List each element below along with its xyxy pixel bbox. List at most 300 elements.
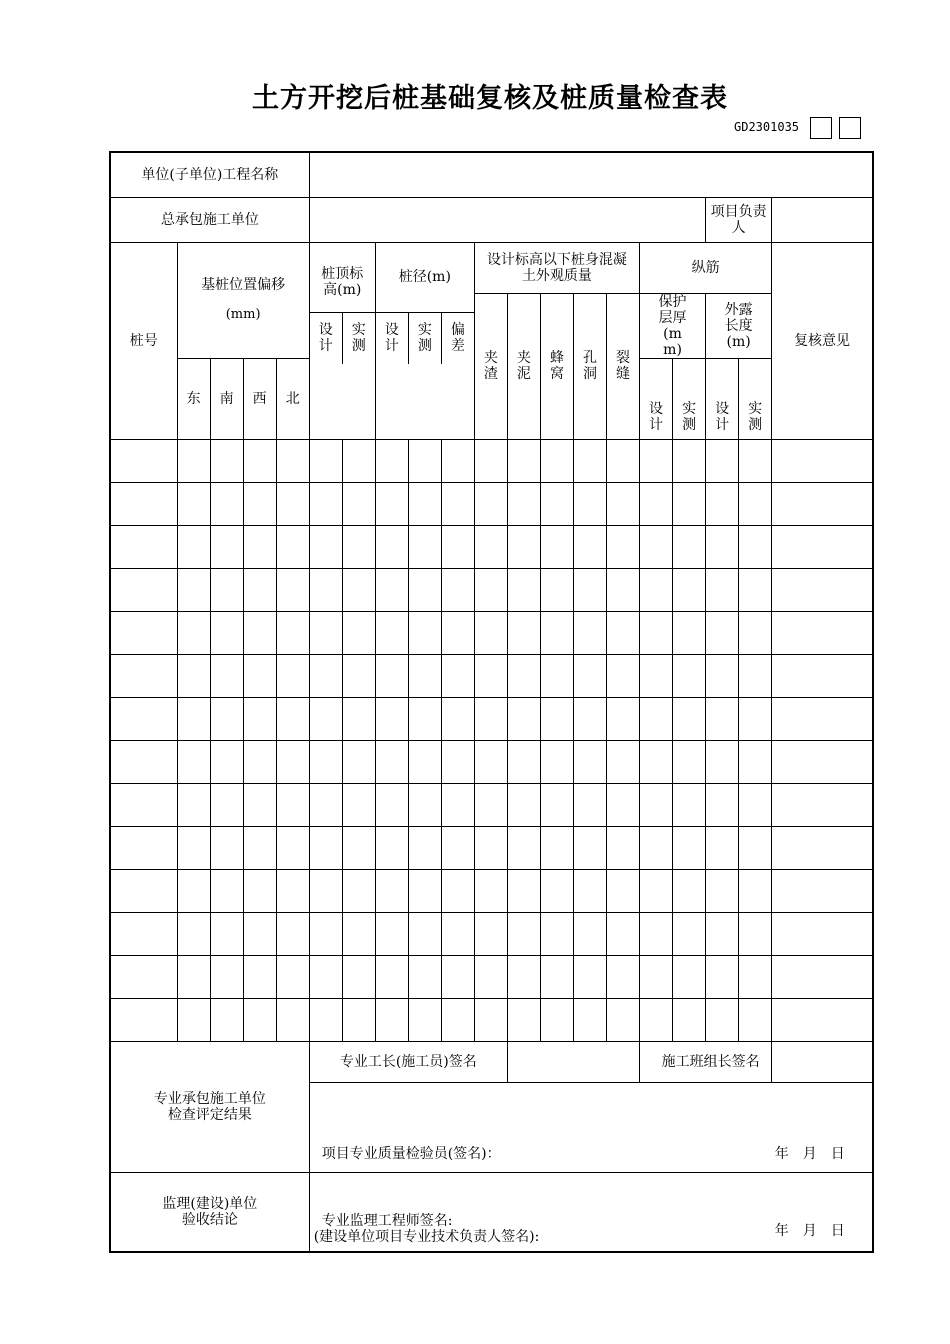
table-cell[interactable] xyxy=(706,525,739,568)
table-cell[interactable] xyxy=(210,568,243,611)
table-cell[interactable] xyxy=(408,869,441,912)
table-cell[interactable] xyxy=(375,525,408,568)
table-cell[interactable] xyxy=(342,439,375,482)
table-cell[interactable] xyxy=(640,697,673,740)
table-cell[interactable] xyxy=(673,998,706,1041)
table-cell[interactable] xyxy=(177,482,210,525)
table-cell[interactable] xyxy=(243,912,276,955)
table-cell[interactable] xyxy=(606,826,639,869)
table-cell[interactable] xyxy=(474,654,507,697)
table-cell[interactable] xyxy=(739,482,772,525)
table-cell[interactable] xyxy=(474,869,507,912)
inspector-signature-area[interactable] xyxy=(309,1082,873,1172)
table-cell[interactable] xyxy=(706,611,739,654)
table-cell[interactable] xyxy=(540,568,573,611)
col-cover: 保护层厚(mm) xyxy=(640,293,706,358)
table-cell[interactable] xyxy=(110,568,177,611)
table-cell[interactable] xyxy=(739,783,772,826)
table-cell[interactable] xyxy=(408,912,441,955)
team-leader-field[interactable] xyxy=(772,1041,873,1082)
table-cell[interactable] xyxy=(606,783,639,826)
table-cell[interactable] xyxy=(673,869,706,912)
table-cell[interactable] xyxy=(243,826,276,869)
table-cell[interactable] xyxy=(243,439,276,482)
table-cell[interactable] xyxy=(276,611,309,654)
table-cell[interactable] xyxy=(408,955,441,998)
table-cell[interactable] xyxy=(772,525,873,568)
table-cell[interactable] xyxy=(706,740,739,783)
table-cell[interactable] xyxy=(441,740,474,783)
table-cell[interactable] xyxy=(640,439,673,482)
table-cell[interactable] xyxy=(276,740,309,783)
table-cell[interactable] xyxy=(540,482,573,525)
table-cell[interactable] xyxy=(474,611,507,654)
table-cell[interactable] xyxy=(408,525,441,568)
table-cell[interactable] xyxy=(573,998,606,1041)
table-cell[interactable] xyxy=(673,611,706,654)
table-cell[interactable] xyxy=(772,998,873,1041)
table-cell[interactable] xyxy=(408,611,441,654)
table-cell[interactable] xyxy=(110,482,177,525)
table-cell[interactable] xyxy=(640,611,673,654)
table-cell[interactable] xyxy=(309,525,342,568)
table-cell[interactable] xyxy=(573,869,606,912)
table-cell[interactable] xyxy=(210,869,243,912)
table-cell[interactable] xyxy=(342,783,375,826)
table-cell[interactable] xyxy=(772,697,873,740)
table-cell[interactable] xyxy=(474,439,507,482)
table-cell[interactable] xyxy=(276,826,309,869)
table-cell[interactable] xyxy=(606,568,639,611)
table-cell[interactable] xyxy=(276,482,309,525)
table-cell[interactable] xyxy=(540,826,573,869)
col-slag: 夹渣 xyxy=(474,293,507,439)
table-cell[interactable] xyxy=(276,955,309,998)
table-cell[interactable] xyxy=(739,912,772,955)
table-cell[interactable] xyxy=(309,697,342,740)
table-cell[interactable] xyxy=(110,439,177,482)
table-cell[interactable] xyxy=(110,912,177,955)
table-cell[interactable] xyxy=(739,740,772,783)
table-cell[interactable] xyxy=(507,697,540,740)
table-cell[interactable] xyxy=(606,482,639,525)
table-cell[interactable] xyxy=(408,697,441,740)
table-cell[interactable] xyxy=(375,955,408,998)
table-cell[interactable] xyxy=(606,740,639,783)
table-cell[interactable] xyxy=(507,783,540,826)
table-cell[interactable] xyxy=(210,998,243,1041)
table-cell[interactable] xyxy=(276,568,309,611)
table-cell[interactable] xyxy=(110,826,177,869)
table-cell[interactable] xyxy=(706,869,739,912)
table-cell[interactable] xyxy=(640,740,673,783)
table-cell[interactable] xyxy=(110,611,177,654)
table-cell[interactable] xyxy=(507,439,540,482)
table-cell[interactable] xyxy=(772,439,873,482)
table-cell[interactable] xyxy=(540,869,573,912)
table-cell[interactable] xyxy=(739,439,772,482)
table-cell[interactable] xyxy=(606,697,639,740)
table-cell[interactable] xyxy=(441,912,474,955)
table-cell[interactable] xyxy=(640,998,673,1041)
table-cell[interactable] xyxy=(474,826,507,869)
table-cell[interactable] xyxy=(243,869,276,912)
table-cell[interactable] xyxy=(210,611,243,654)
table-cell[interactable] xyxy=(474,955,507,998)
table-cell[interactable] xyxy=(739,654,772,697)
table-cell[interactable] xyxy=(540,955,573,998)
table-cell[interactable] xyxy=(177,912,210,955)
table-cell[interactable] xyxy=(739,826,772,869)
table-cell[interactable] xyxy=(739,998,772,1041)
table-cell[interactable] xyxy=(706,568,739,611)
table-cell[interactable] xyxy=(507,869,540,912)
table-cell[interactable] xyxy=(673,439,706,482)
table-cell[interactable] xyxy=(243,955,276,998)
table-cell[interactable] xyxy=(375,740,408,783)
table-cell[interactable] xyxy=(342,955,375,998)
table-cell[interactable] xyxy=(706,998,739,1041)
table-cell[interactable] xyxy=(309,654,342,697)
table-cell[interactable] xyxy=(243,783,276,826)
table-cell[interactable] xyxy=(606,912,639,955)
table-cell[interactable] xyxy=(772,568,873,611)
table-cell[interactable] xyxy=(540,654,573,697)
table-cell[interactable] xyxy=(540,439,573,482)
table-cell[interactable] xyxy=(342,869,375,912)
table-cell[interactable] xyxy=(309,998,342,1041)
table-cell[interactable] xyxy=(606,998,639,1041)
table-cell[interactable] xyxy=(507,525,540,568)
table-cell[interactable] xyxy=(408,439,441,482)
table-cell[interactable] xyxy=(177,869,210,912)
table-cell[interactable] xyxy=(243,525,276,568)
table-cell[interactable] xyxy=(640,912,673,955)
table-cell[interactable] xyxy=(309,869,342,912)
table-cell[interactable] xyxy=(640,654,673,697)
table-cell[interactable] xyxy=(673,697,706,740)
table-cell[interactable] xyxy=(772,740,873,783)
table-cell[interactable] xyxy=(507,740,540,783)
table-cell[interactable] xyxy=(441,783,474,826)
table-cell[interactable] xyxy=(276,654,309,697)
col-pile-no: 桩号 xyxy=(110,242,177,439)
table-cell[interactable] xyxy=(739,611,772,654)
table-cell[interactable] xyxy=(573,611,606,654)
table-cell[interactable] xyxy=(507,611,540,654)
unit-project-label: 单位(子单位)工程名称 xyxy=(110,152,309,197)
table-cell[interactable] xyxy=(177,783,210,826)
table-cell[interactable] xyxy=(177,439,210,482)
table-cell[interactable] xyxy=(408,740,441,783)
table-cell[interactable] xyxy=(276,783,309,826)
table-cell[interactable] xyxy=(375,439,408,482)
table-cell[interactable] xyxy=(573,482,606,525)
table-cell[interactable] xyxy=(177,697,210,740)
table-cell[interactable] xyxy=(110,740,177,783)
table-cell[interactable] xyxy=(772,654,873,697)
table-cell[interactable] xyxy=(441,525,474,568)
table-cell[interactable] xyxy=(441,439,474,482)
table-cell[interactable] xyxy=(640,482,673,525)
table-cell[interactable] xyxy=(772,955,873,998)
table-cell[interactable] xyxy=(640,568,673,611)
table-cell[interactable] xyxy=(243,568,276,611)
table-cell[interactable] xyxy=(342,697,375,740)
table-cell[interactable] xyxy=(276,525,309,568)
table-cell[interactable] xyxy=(110,525,177,568)
general-contractor-field[interactable] xyxy=(309,197,705,242)
table-cell[interactable] xyxy=(210,697,243,740)
page-title: 土方开挖后桩基础复核及桩质量检查表 xyxy=(252,83,728,114)
table-cell[interactable] xyxy=(772,783,873,826)
table-cell[interactable] xyxy=(474,912,507,955)
table-cell[interactable] xyxy=(573,697,606,740)
project-manager-field[interactable] xyxy=(772,197,873,242)
table-cell[interactable] xyxy=(408,568,441,611)
table-cell[interactable] xyxy=(606,611,639,654)
table-cell[interactable] xyxy=(441,654,474,697)
table-cell[interactable] xyxy=(441,869,474,912)
table-cell[interactable] xyxy=(243,611,276,654)
table-cell[interactable] xyxy=(309,439,342,482)
table-cell[interactable] xyxy=(673,740,706,783)
table-cell[interactable] xyxy=(573,826,606,869)
table-cell[interactable] xyxy=(573,525,606,568)
table-cell[interactable] xyxy=(375,826,408,869)
table-cell[interactable] xyxy=(276,697,309,740)
table-cell[interactable] xyxy=(210,912,243,955)
table-cell[interactable] xyxy=(706,955,739,998)
col-top-elev: 桩顶标高(m) xyxy=(321,266,364,298)
table-cell[interactable] xyxy=(640,826,673,869)
table-cell[interactable] xyxy=(772,611,873,654)
table-cell[interactable] xyxy=(507,912,540,955)
table-cell[interactable] xyxy=(210,826,243,869)
table-cell[interactable] xyxy=(309,568,342,611)
table-cell[interactable] xyxy=(673,568,706,611)
table-cell[interactable] xyxy=(408,998,441,1041)
table-cell[interactable] xyxy=(110,869,177,912)
table-cell[interactable] xyxy=(210,525,243,568)
table-cell[interactable] xyxy=(573,912,606,955)
table-cell[interactable] xyxy=(474,568,507,611)
table-cell[interactable] xyxy=(408,783,441,826)
table-cell[interactable] xyxy=(706,654,739,697)
table-cell[interactable] xyxy=(110,955,177,998)
table-cell[interactable] xyxy=(342,998,375,1041)
table-cell[interactable] xyxy=(673,826,706,869)
table-cell[interactable] xyxy=(243,998,276,1041)
table-cell[interactable] xyxy=(606,525,639,568)
table-cell[interactable] xyxy=(673,654,706,697)
table-cell[interactable] xyxy=(606,654,639,697)
table-cell[interactable] xyxy=(673,783,706,826)
table-cell[interactable] xyxy=(441,826,474,869)
table-cell[interactable] xyxy=(309,826,342,869)
table-cell[interactable] xyxy=(640,783,673,826)
table-cell[interactable] xyxy=(375,611,408,654)
table-cell[interactable] xyxy=(375,568,408,611)
table-cell[interactable] xyxy=(441,482,474,525)
table-cell[interactable] xyxy=(540,611,573,654)
table-cell[interactable] xyxy=(673,955,706,998)
table-cell[interactable] xyxy=(309,912,342,955)
table-cell[interactable] xyxy=(210,740,243,783)
table-cell[interactable] xyxy=(441,568,474,611)
table-cell[interactable] xyxy=(210,482,243,525)
table-cell[interactable] xyxy=(507,826,540,869)
table-cell[interactable] xyxy=(640,955,673,998)
foreman-field[interactable] xyxy=(507,1041,639,1082)
table-cell[interactable] xyxy=(342,611,375,654)
table-cell[interactable] xyxy=(606,869,639,912)
table-cell[interactable] xyxy=(706,783,739,826)
table-cell[interactable] xyxy=(507,654,540,697)
table-cell[interactable] xyxy=(640,525,673,568)
unit-project-field[interactable] xyxy=(309,152,873,197)
table-cell[interactable] xyxy=(772,869,873,912)
table-cell[interactable] xyxy=(375,697,408,740)
table-cell[interactable] xyxy=(177,955,210,998)
table-cell[interactable] xyxy=(573,740,606,783)
table-cell[interactable] xyxy=(375,998,408,1041)
table-cell[interactable] xyxy=(474,525,507,568)
table-cell[interactable] xyxy=(507,998,540,1041)
supervision-signature-area[interactable] xyxy=(309,1172,873,1252)
table-row xyxy=(110,740,873,783)
col-diameter-group xyxy=(375,242,474,439)
table-cell[interactable] xyxy=(474,740,507,783)
table-cell[interactable] xyxy=(110,998,177,1041)
table-cell[interactable] xyxy=(243,697,276,740)
table-cell[interactable] xyxy=(706,697,739,740)
table-cell[interactable] xyxy=(606,955,639,998)
table-cell[interactable] xyxy=(540,525,573,568)
table-cell[interactable] xyxy=(772,482,873,525)
table-cell[interactable] xyxy=(739,525,772,568)
table-cell[interactable] xyxy=(706,482,739,525)
table-cell[interactable] xyxy=(739,568,772,611)
table-cell[interactable] xyxy=(573,955,606,998)
table-cell[interactable] xyxy=(673,525,706,568)
table-cell[interactable] xyxy=(210,439,243,482)
table-cell[interactable] xyxy=(210,783,243,826)
table-cell[interactable] xyxy=(474,697,507,740)
table-cell[interactable] xyxy=(342,654,375,697)
col-dia-deviation: 偏差 xyxy=(450,322,465,354)
table-cell[interactable] xyxy=(706,912,739,955)
table-cell[interactable] xyxy=(474,783,507,826)
table-cell[interactable] xyxy=(507,955,540,998)
table-cell[interactable] xyxy=(177,740,210,783)
code-box-1[interactable] xyxy=(810,117,832,139)
table-cell[interactable] xyxy=(507,568,540,611)
table-cell[interactable] xyxy=(772,912,873,955)
table-cell[interactable] xyxy=(706,826,739,869)
table-cell[interactable] xyxy=(177,568,210,611)
table-cell[interactable] xyxy=(739,697,772,740)
table-cell[interactable] xyxy=(706,439,739,482)
table-cell[interactable] xyxy=(309,783,342,826)
table-row xyxy=(110,611,873,654)
table-cell[interactable] xyxy=(441,697,474,740)
table-cell[interactable] xyxy=(408,654,441,697)
table-cell[interactable] xyxy=(110,783,177,826)
table-cell[interactable] xyxy=(276,439,309,482)
table-cell[interactable] xyxy=(210,955,243,998)
table-cell[interactable] xyxy=(507,482,540,525)
table-cell[interactable] xyxy=(474,998,507,1041)
table-cell[interactable] xyxy=(243,740,276,783)
table-cell[interactable] xyxy=(177,654,210,697)
table-cell[interactable] xyxy=(739,955,772,998)
table-cell[interactable] xyxy=(375,482,408,525)
table-cell[interactable] xyxy=(573,654,606,697)
table-cell[interactable] xyxy=(110,697,177,740)
table-cell[interactable] xyxy=(375,869,408,912)
table-cell[interactable] xyxy=(110,654,177,697)
table-cell[interactable] xyxy=(243,654,276,697)
table-cell[interactable] xyxy=(177,998,210,1041)
table-cell[interactable] xyxy=(276,869,309,912)
table-cell[interactable] xyxy=(375,912,408,955)
table-cell[interactable] xyxy=(540,998,573,1041)
table-cell[interactable] xyxy=(177,826,210,869)
table-cell[interactable] xyxy=(606,439,639,482)
table-cell[interactable] xyxy=(342,740,375,783)
table-cell[interactable] xyxy=(441,998,474,1041)
table-cell[interactable] xyxy=(342,826,375,869)
table-cell[interactable] xyxy=(408,826,441,869)
table-cell[interactable] xyxy=(540,740,573,783)
table-cell[interactable] xyxy=(309,740,342,783)
table-cell[interactable] xyxy=(573,568,606,611)
table-cell[interactable] xyxy=(375,654,408,697)
table-cell[interactable] xyxy=(540,783,573,826)
table-cell[interactable] xyxy=(573,439,606,482)
table-cell[interactable] xyxy=(640,869,673,912)
table-cell[interactable] xyxy=(540,912,573,955)
table-cell[interactable] xyxy=(342,482,375,525)
table-cell[interactable] xyxy=(673,482,706,525)
table-cell[interactable] xyxy=(177,611,210,654)
table-cell[interactable] xyxy=(375,783,408,826)
table-cell[interactable] xyxy=(540,697,573,740)
table-cell[interactable] xyxy=(309,955,342,998)
table-cell[interactable] xyxy=(177,525,210,568)
table-cell[interactable] xyxy=(739,869,772,912)
table-cell[interactable] xyxy=(309,611,342,654)
table-cell[interactable] xyxy=(309,482,342,525)
table-cell[interactable] xyxy=(408,482,441,525)
table-cell[interactable] xyxy=(573,783,606,826)
table-cell[interactable] xyxy=(441,955,474,998)
table-cell[interactable] xyxy=(673,912,706,955)
table-cell[interactable] xyxy=(342,568,375,611)
table-cell[interactable] xyxy=(243,482,276,525)
table-cell[interactable] xyxy=(276,998,309,1041)
table-cell[interactable] xyxy=(474,482,507,525)
table-cell[interactable] xyxy=(342,525,375,568)
table-cell[interactable] xyxy=(276,912,309,955)
table-cell[interactable] xyxy=(441,611,474,654)
table-cell[interactable] xyxy=(342,912,375,955)
table-row xyxy=(110,912,873,955)
table-cell[interactable] xyxy=(772,826,873,869)
code-box-2[interactable] xyxy=(839,117,861,139)
table-cell[interactable] xyxy=(210,654,243,697)
